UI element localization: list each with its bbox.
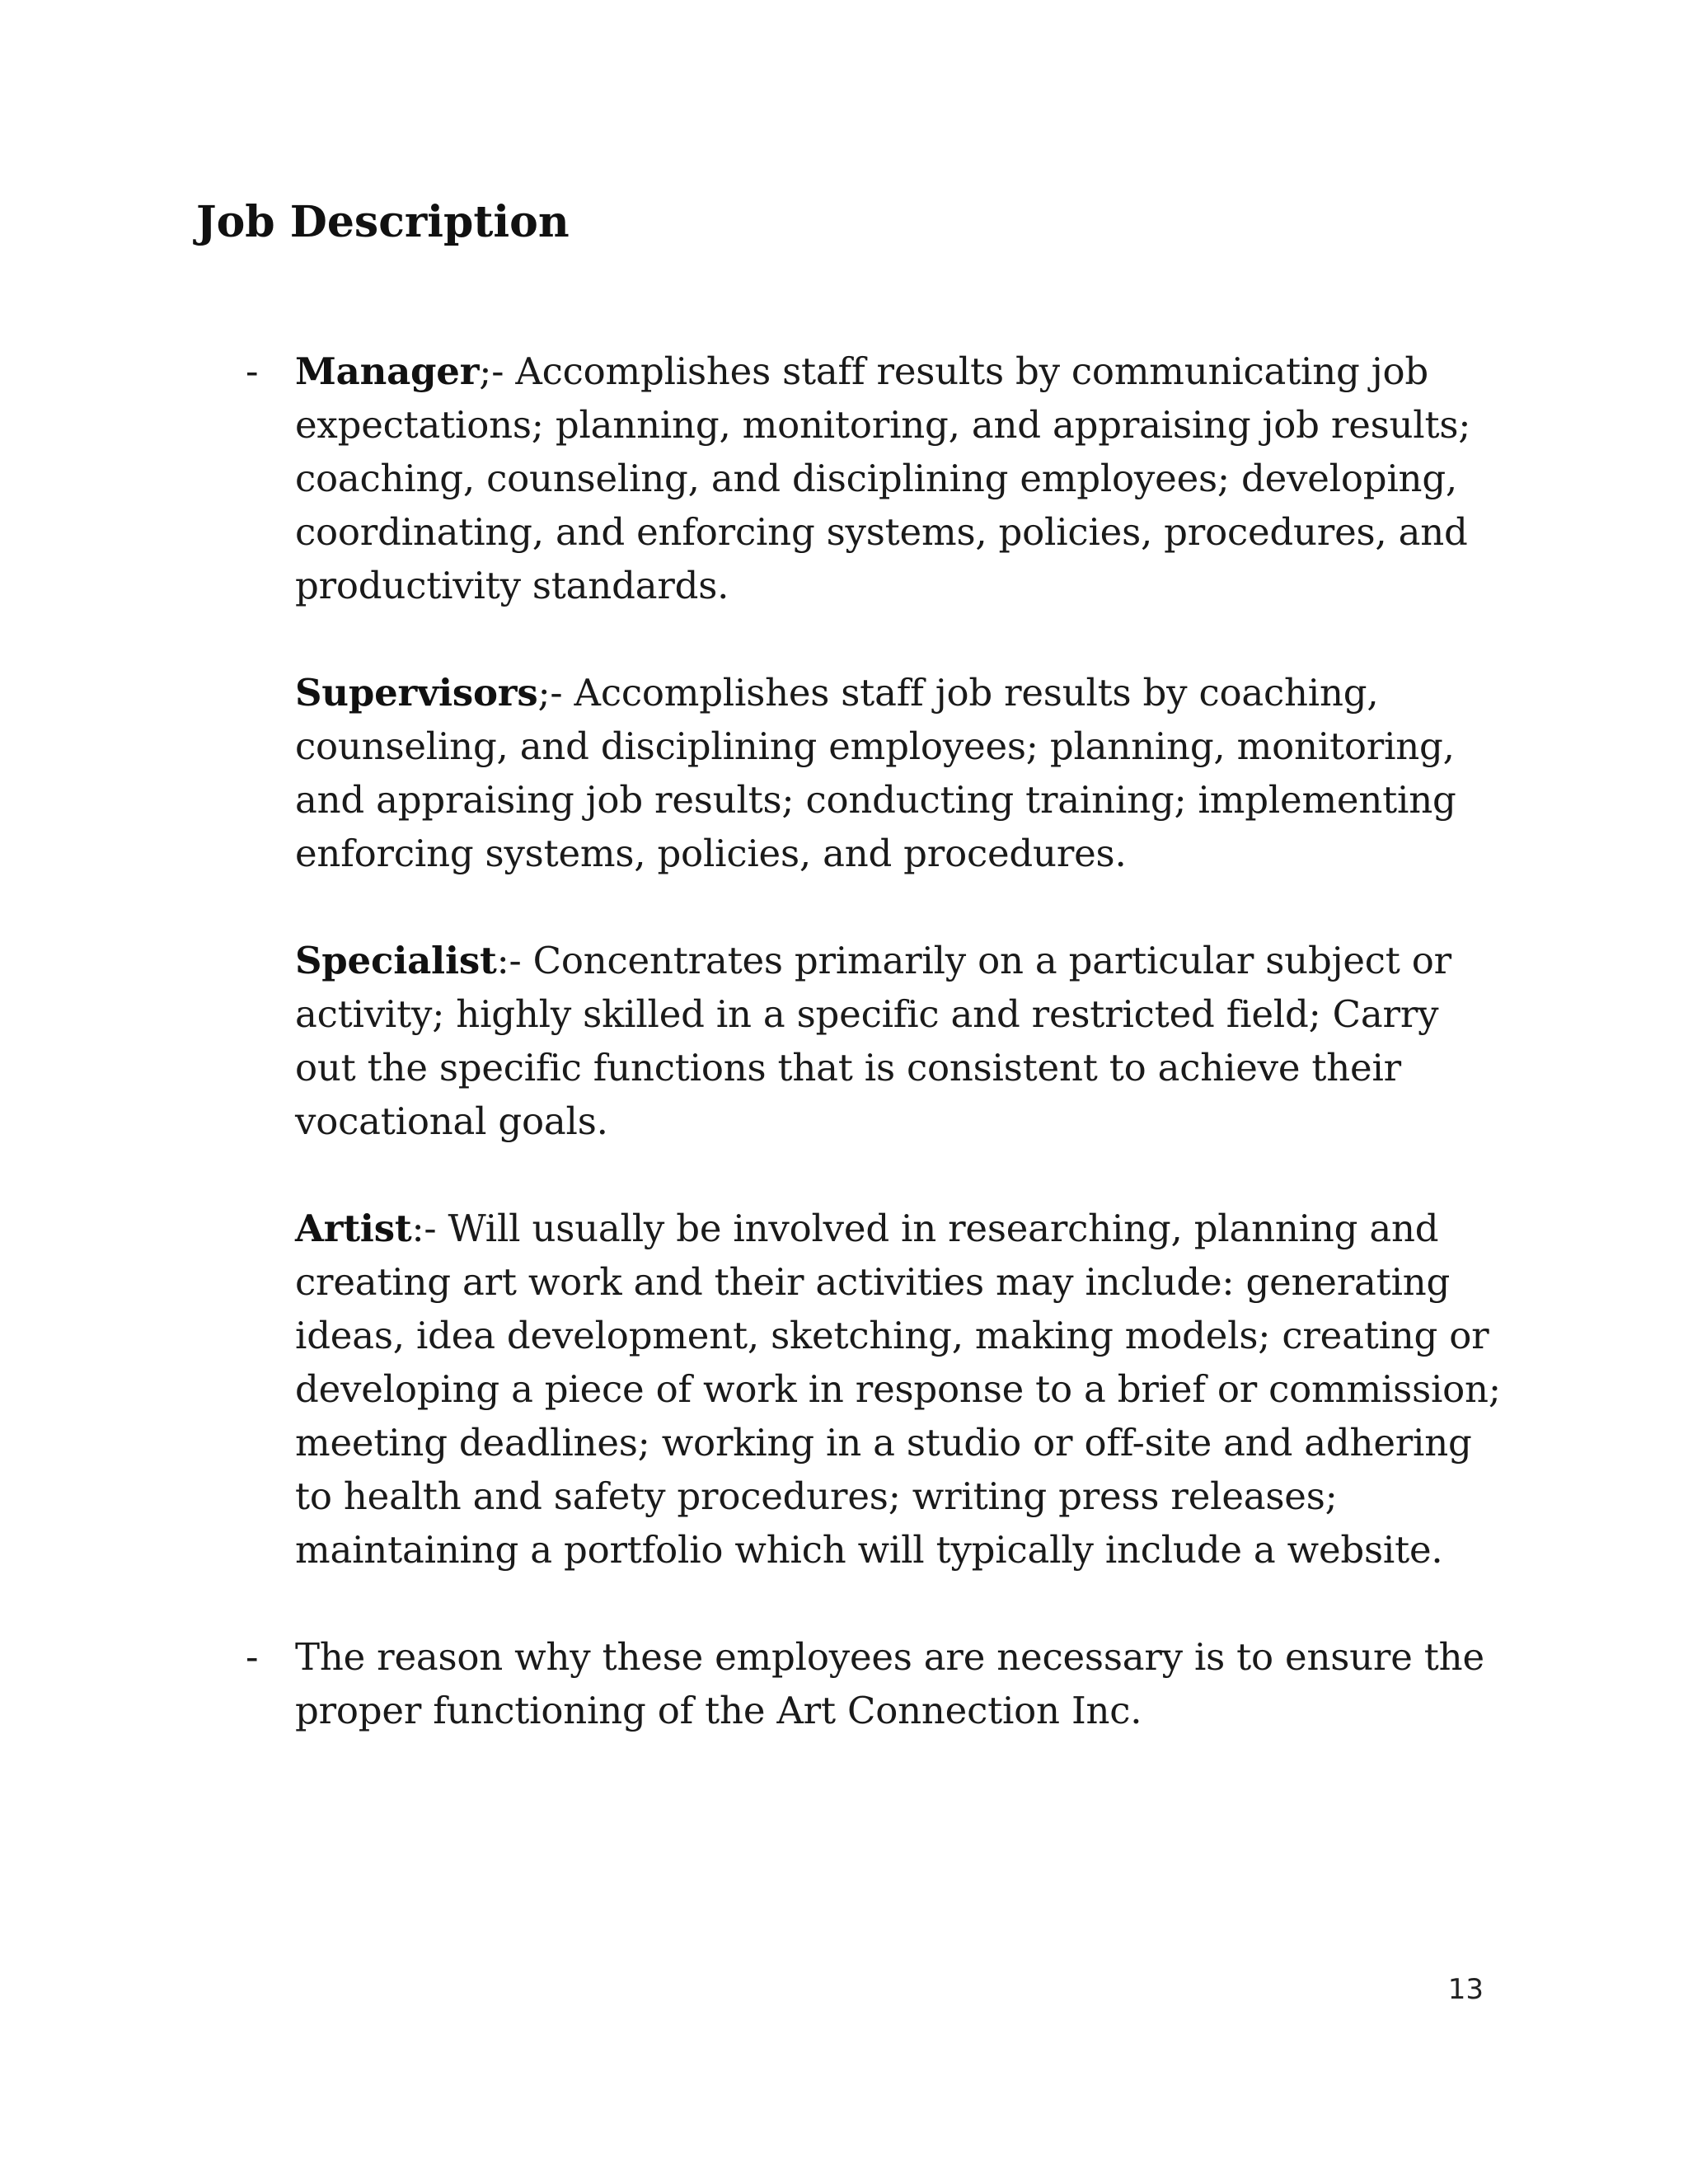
- list-dash-marker: -: [246, 1634, 259, 1679]
- list-item-closing: [239, 1630, 1508, 1737]
- artist-text: Will usually be involved in researching, planning and creating art work and their activities may include: generating ideas, idea development, sketching, making models; creating or developing a piece of work in response to a brief or commission; meeting deadlines; working in a studio or off-site and adhering to health and safety procedures; writing press releases; maintaining a portfolio which will typically include a website.: [295, 1207, 1501, 1572]
- manager-description: [295, 344, 1508, 612]
- supervisors-term: Supervisors: [295, 671, 538, 715]
- specialist-description: [295, 934, 1508, 1148]
- artist-term: Artist: [295, 1207, 412, 1250]
- list-item-roles: [239, 344, 1508, 1577]
- page-number: 13: [1447, 1973, 1484, 2006]
- specialist-separator: :-: [496, 939, 533, 982]
- supervisors-text: Accomplishes staff job results by coaching, counseling, and disciplining employees; planning, monitoring, and appraising job results; conducting training; implementing enforcing systems, policies, and procedures.: [295, 671, 1456, 875]
- specialist-text: Concentrates primarily on a particular subject or activity; highly skilled in a specific and restricted field; Carry out the specific functions that is consistent to achieve their vocational goals.: [295, 939, 1451, 1143]
- manager-text: Accomplishes staff results by communicating job expectations; planning, monitoring, and appraising job results; coaching, counseling, and disciplining employees; developing, coordinating, and enforcing systems, policies, procedures, and productivity standards.: [295, 349, 1471, 607]
- job-description-list: [239, 344, 1508, 1791]
- specialist-term: Specialist: [295, 939, 497, 982]
- artist-separator: :-: [411, 1207, 448, 1250]
- manager-term: Manager: [295, 349, 480, 393]
- supervisors-description: [295, 666, 1508, 880]
- closing-statement: The reason why these employees are necessary is to ensure the proper functioning of the Art Connection Inc.: [295, 1635, 1484, 1732]
- list-dash-marker: -: [246, 349, 259, 393]
- page-title: Job Description: [196, 197, 570, 247]
- supervisors-separator: ;-: [537, 671, 574, 715]
- artist-description: [295, 1202, 1508, 1577]
- manager-separator: ;-: [479, 349, 516, 393]
